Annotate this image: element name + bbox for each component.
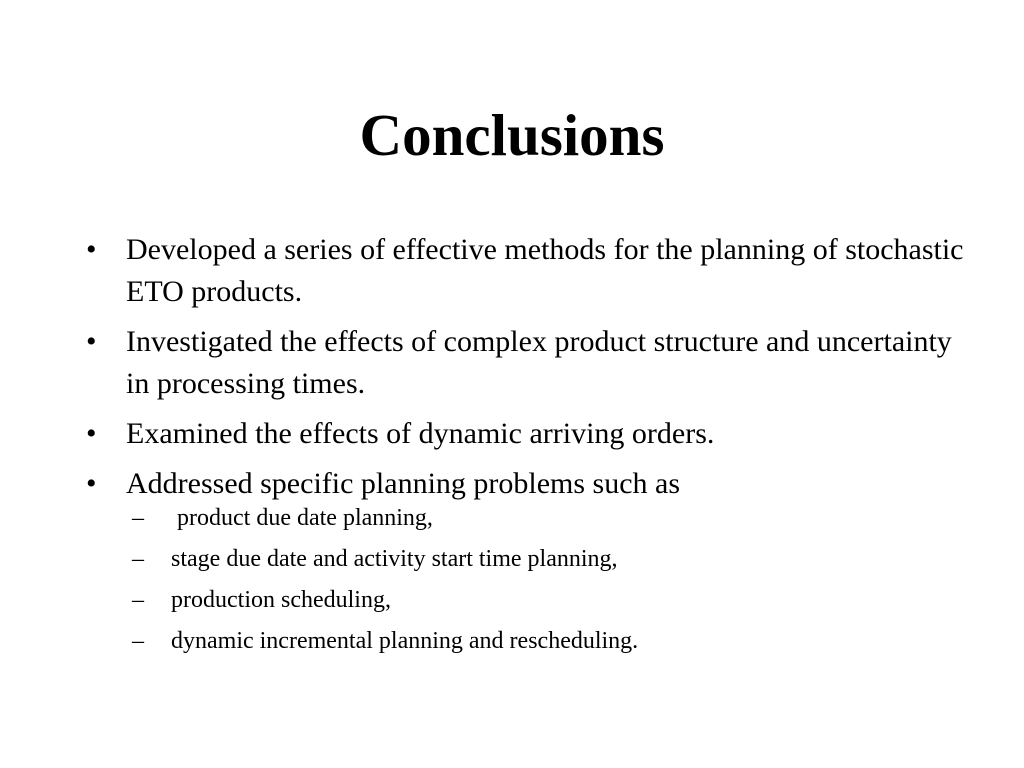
bullet-item — [86, 321, 966, 405]
sub-bullet-text: dynamic incremental planning and rescheduling. — [171, 628, 639, 654]
sub-bullet-text: production scheduling, — [171, 587, 391, 613]
sub-bullet-item — [126, 626, 1006, 657]
slide-title: Conclusions — [359, 102, 665, 168]
sub-bullet-text: stage due date and activity start time planning, — [171, 546, 618, 572]
dash-marker: – — [132, 628, 144, 654]
dash-marker: – — [132, 505, 144, 531]
dash-marker: – — [132, 546, 144, 572]
bullet-text: Investigated the effects of complex product structure and uncertainty in processing times. — [126, 325, 952, 400]
sub-bullet-item — [126, 503, 1006, 534]
sub-bullet-list — [86, 503, 966, 667]
bullet-item — [86, 463, 966, 505]
sub-bullet-text: product due date planning, — [171, 505, 433, 531]
bullet-text: Examined the effects of dynamic arriving orders. — [126, 417, 715, 450]
bullet-item — [86, 413, 966, 455]
bullet-text: Addressed specific planning problems such as — [126, 467, 681, 500]
bullet-item — [86, 229, 966, 313]
bullet-marker: • — [86, 417, 97, 450]
sub-bullet-item — [126, 585, 1006, 616]
bullet-text: Developed a series of effective methods for the planning of stochastic ETO products. — [126, 233, 964, 308]
bullet-list — [86, 229, 966, 513]
sub-bullet-item — [126, 544, 1006, 575]
dash-marker: – — [132, 587, 144, 613]
bullet-marker: • — [86, 467, 97, 500]
bullet-marker: • — [86, 233, 97, 266]
bullet-marker: • — [86, 325, 97, 358]
